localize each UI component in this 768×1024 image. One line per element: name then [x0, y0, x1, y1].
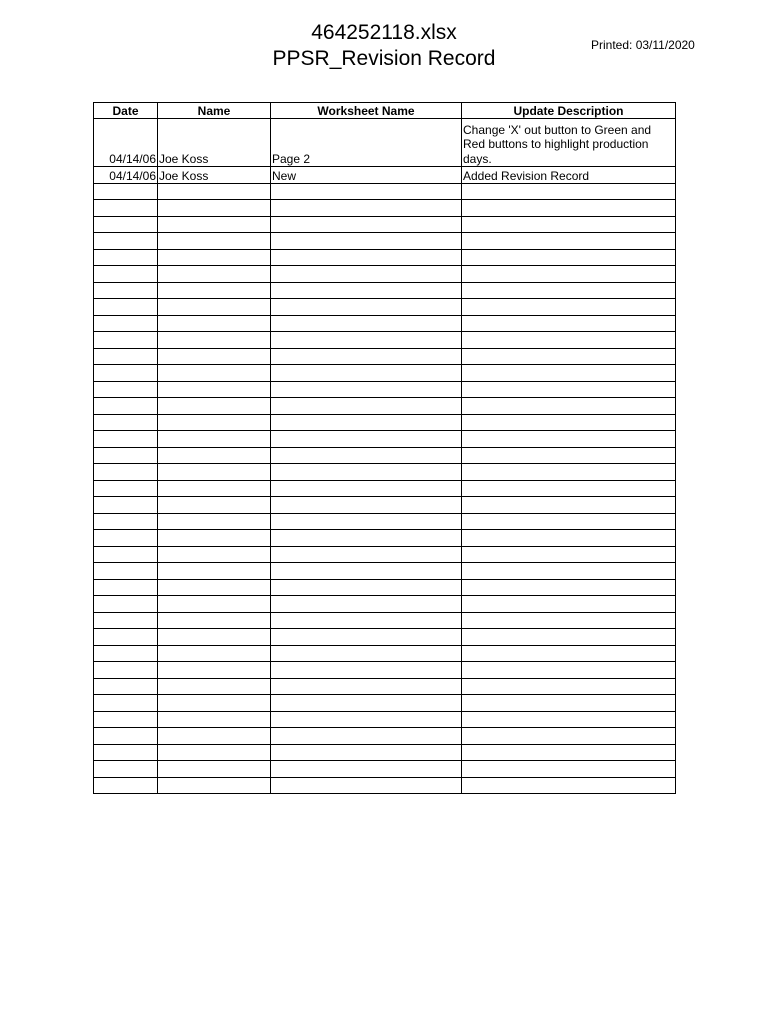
empty-cell	[462, 662, 676, 679]
empty-cell	[158, 579, 271, 596]
empty-cell	[94, 282, 158, 299]
empty-cell	[94, 431, 158, 448]
empty-cell	[158, 596, 271, 613]
empty-cell	[462, 645, 676, 662]
printed-date: Printed: 03/11/2020	[591, 38, 695, 52]
empty-cell	[462, 249, 676, 266]
empty-cell	[462, 530, 676, 547]
empty-table-row	[94, 183, 676, 200]
empty-cell	[271, 563, 462, 580]
empty-cell	[158, 216, 271, 233]
empty-cell	[94, 513, 158, 530]
empty-cell	[158, 777, 271, 794]
empty-cell	[271, 200, 462, 217]
empty-cell	[158, 728, 271, 745]
empty-table-row	[94, 348, 676, 365]
empty-table-row	[94, 381, 676, 398]
empty-cell	[462, 497, 676, 514]
empty-cell	[271, 299, 462, 316]
empty-cell	[158, 662, 271, 679]
empty-cell	[271, 266, 462, 283]
cell-description: Added Revision Record	[462, 167, 676, 184]
empty-cell	[158, 464, 271, 481]
empty-cell	[94, 612, 158, 629]
cell-date: 04/14/06	[94, 167, 158, 184]
empty-cell	[94, 728, 158, 745]
empty-table-row	[94, 678, 676, 695]
empty-cell	[462, 315, 676, 332]
cell-description: Change 'X' out button to Green and Red buttons to highlight production days.	[462, 119, 676, 167]
empty-cell	[462, 200, 676, 217]
empty-cell	[271, 728, 462, 745]
empty-cell	[94, 629, 158, 646]
empty-table-row	[94, 414, 676, 431]
empty-cell	[462, 513, 676, 530]
empty-cell	[462, 183, 676, 200]
empty-cell	[462, 398, 676, 415]
empty-cell	[94, 678, 158, 695]
empty-table-row	[94, 431, 676, 448]
empty-cell	[158, 563, 271, 580]
column-header-date: Date	[94, 103, 158, 119]
empty-cell	[94, 216, 158, 233]
empty-cell	[94, 398, 158, 415]
empty-cell	[462, 579, 676, 596]
empty-cell	[462, 612, 676, 629]
empty-cell	[94, 761, 158, 778]
empty-cell	[158, 629, 271, 646]
empty-cell	[158, 299, 271, 316]
empty-cell	[158, 365, 271, 382]
empty-cell	[94, 596, 158, 613]
empty-cell	[158, 678, 271, 695]
empty-cell	[158, 381, 271, 398]
empty-cell	[94, 480, 158, 497]
empty-cell	[158, 513, 271, 530]
empty-table-row	[94, 662, 676, 679]
empty-cell	[158, 348, 271, 365]
empty-cell	[271, 497, 462, 514]
empty-table-row	[94, 200, 676, 217]
empty-cell	[462, 381, 676, 398]
empty-table-row	[94, 761, 676, 778]
empty-table-row	[94, 645, 676, 662]
empty-table-row	[94, 530, 676, 547]
empty-cell	[158, 332, 271, 349]
empty-cell	[158, 761, 271, 778]
revision-table	[93, 102, 676, 794]
sheet-title: PPSR_Revision Record	[272, 47, 496, 70]
header-row	[94, 103, 676, 119]
empty-cell	[158, 249, 271, 266]
empty-cell	[462, 678, 676, 695]
empty-cell	[158, 200, 271, 217]
empty-cell	[462, 365, 676, 382]
empty-cell	[462, 563, 676, 580]
empty-cell	[94, 695, 158, 712]
empty-cell	[271, 464, 462, 481]
empty-cell	[462, 711, 676, 728]
empty-table-row	[94, 282, 676, 299]
table-row	[94, 119, 676, 167]
empty-cell	[271, 398, 462, 415]
empty-cell	[158, 530, 271, 547]
empty-cell	[94, 645, 158, 662]
empty-cell	[271, 695, 462, 712]
empty-table-row	[94, 299, 676, 316]
empty-cell	[94, 530, 158, 547]
empty-cell	[94, 249, 158, 266]
empty-table-row	[94, 332, 676, 349]
empty-cell	[158, 645, 271, 662]
empty-cell	[271, 414, 462, 431]
empty-cell	[94, 332, 158, 349]
empty-cell	[271, 645, 462, 662]
column-header-name: Name	[158, 103, 271, 119]
empty-cell	[94, 464, 158, 481]
empty-table-row	[94, 711, 676, 728]
cell-worksheet: New	[271, 167, 462, 184]
empty-cell	[462, 266, 676, 283]
empty-cell	[271, 777, 462, 794]
empty-cell	[94, 414, 158, 431]
empty-cell	[462, 447, 676, 464]
empty-cell	[271, 579, 462, 596]
empty-table-row	[94, 513, 676, 530]
empty-table-row	[94, 266, 676, 283]
empty-cell	[94, 183, 158, 200]
empty-table-row	[94, 480, 676, 497]
empty-cell	[94, 381, 158, 398]
empty-cell	[271, 282, 462, 299]
empty-cell	[462, 216, 676, 233]
empty-cell	[94, 777, 158, 794]
file-name: 464252118.xlsx	[311, 21, 457, 44]
empty-cell	[462, 332, 676, 349]
empty-cell	[158, 497, 271, 514]
empty-table-row	[94, 695, 676, 712]
empty-table-row	[94, 315, 676, 332]
empty-cell	[462, 233, 676, 250]
empty-cell	[462, 761, 676, 778]
empty-cell	[271, 233, 462, 250]
empty-cell	[94, 315, 158, 332]
empty-cell	[462, 431, 676, 448]
empty-cell	[271, 332, 462, 349]
empty-table-row	[94, 249, 676, 266]
empty-cell	[271, 381, 462, 398]
column-header-description: Update Description	[462, 103, 676, 119]
cell-name: Joe Koss	[158, 119, 271, 167]
empty-cell	[94, 348, 158, 365]
empty-cell	[271, 596, 462, 613]
empty-cell	[462, 695, 676, 712]
empty-cell	[271, 249, 462, 266]
empty-cell	[158, 398, 271, 415]
empty-cell	[94, 200, 158, 217]
empty-cell	[271, 530, 462, 547]
empty-cell	[462, 777, 676, 794]
empty-cell	[271, 711, 462, 728]
cell-worksheet: Page 2	[271, 119, 462, 167]
empty-table-row	[94, 216, 676, 233]
empty-cell	[271, 612, 462, 629]
empty-table-row	[94, 612, 676, 629]
empty-cell	[271, 546, 462, 563]
empty-cell	[94, 563, 158, 580]
empty-cell	[94, 365, 158, 382]
empty-cell	[271, 662, 462, 679]
empty-cell	[158, 447, 271, 464]
empty-cell	[271, 744, 462, 761]
empty-cell	[158, 480, 271, 497]
empty-table-row	[94, 546, 676, 563]
empty-table-row	[94, 596, 676, 613]
empty-cell	[158, 546, 271, 563]
empty-table-row	[94, 497, 676, 514]
empty-cell	[94, 711, 158, 728]
empty-cell	[271, 315, 462, 332]
table-row	[94, 167, 676, 184]
empty-table-row	[94, 447, 676, 464]
empty-cell	[158, 315, 271, 332]
empty-cell	[462, 464, 676, 481]
empty-table-row	[94, 728, 676, 745]
empty-cell	[271, 431, 462, 448]
empty-cell	[94, 497, 158, 514]
empty-cell	[94, 744, 158, 761]
empty-cell	[462, 546, 676, 563]
empty-table-row	[94, 398, 676, 415]
cell-name: Joe Koss	[158, 167, 271, 184]
empty-cell	[94, 233, 158, 250]
empty-cell	[158, 282, 271, 299]
empty-cell	[271, 447, 462, 464]
empty-cell	[271, 513, 462, 530]
empty-table-row	[94, 233, 676, 250]
empty-cell	[158, 233, 271, 250]
empty-table-row	[94, 629, 676, 646]
cell-date: 04/14/06	[94, 119, 158, 167]
empty-cell	[94, 662, 158, 679]
column-header-worksheet: Worksheet Name	[271, 103, 462, 119]
empty-cell	[271, 183, 462, 200]
empty-cell	[271, 629, 462, 646]
empty-cell	[158, 183, 271, 200]
empty-table-row	[94, 744, 676, 761]
empty-table-row	[94, 464, 676, 481]
empty-cell	[271, 348, 462, 365]
empty-cell	[94, 447, 158, 464]
empty-table-row	[94, 365, 676, 382]
empty-table-row	[94, 579, 676, 596]
empty-cell	[271, 678, 462, 695]
empty-cell	[462, 282, 676, 299]
empty-cell	[94, 579, 158, 596]
empty-cell	[462, 728, 676, 745]
empty-cell	[94, 266, 158, 283]
empty-cell	[462, 299, 676, 316]
empty-cell	[271, 365, 462, 382]
empty-cell	[158, 695, 271, 712]
empty-cell	[462, 480, 676, 497]
empty-cell	[158, 612, 271, 629]
empty-cell	[271, 761, 462, 778]
empty-cell	[158, 414, 271, 431]
empty-cell	[94, 299, 158, 316]
empty-cell	[94, 546, 158, 563]
empty-table-row	[94, 563, 676, 580]
empty-cell	[158, 744, 271, 761]
empty-cell	[462, 348, 676, 365]
empty-cell	[462, 629, 676, 646]
empty-cell	[158, 711, 271, 728]
empty-cell	[271, 216, 462, 233]
empty-cell	[462, 414, 676, 431]
empty-cell	[462, 744, 676, 761]
empty-cell	[462, 596, 676, 613]
empty-table-row	[94, 777, 676, 794]
empty-cell	[271, 480, 462, 497]
empty-cell	[158, 431, 271, 448]
empty-cell	[158, 266, 271, 283]
